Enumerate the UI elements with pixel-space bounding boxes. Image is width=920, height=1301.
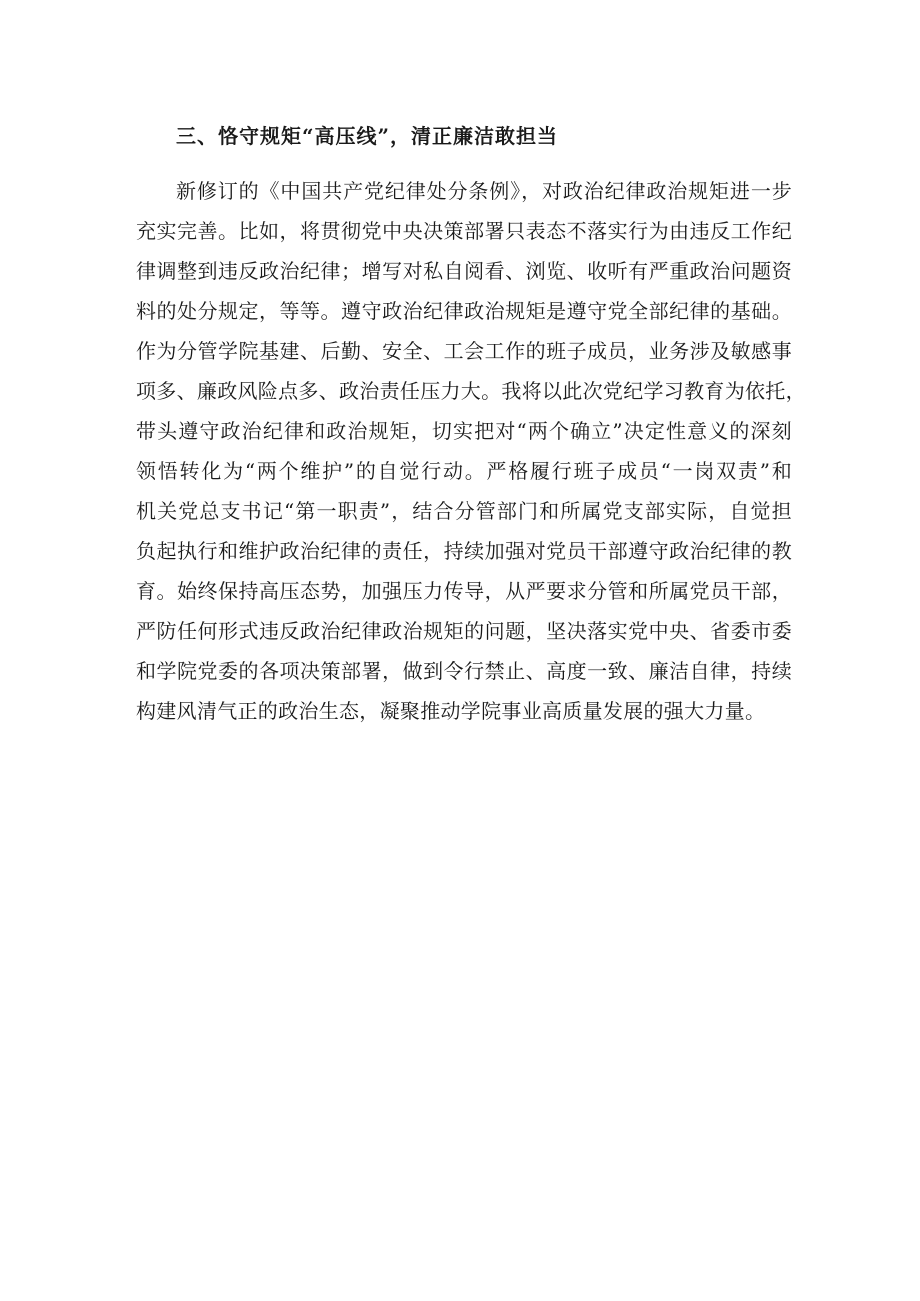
paragraph-line: 项多、廉政风险点多、政治责任压力大。我将以此次党纪学习教育为依托，: [136, 379, 806, 403]
body-paragraph: [136, 171, 806, 731]
paragraph-line: 作为分管学院基建、后勤、安全、工会工作的班子成员，业务涉及敏感事: [136, 339, 792, 363]
paragraph-line: 充实完善。比如，将贯彻党中央决策部署只表态不落实行为由违反工作纪: [136, 219, 792, 243]
section-heading: 三、恪守规矩“高压线”，清正廉洁敢担当: [176, 124, 559, 148]
paragraph-line: 和学院党委的各项决策部署，做到令行禁止、高度一致、廉洁自律，持续: [136, 659, 792, 683]
paragraph-line: 育。始终保持高压态势，加强压力传导，从严要求分管和所属党员干部，: [136, 579, 792, 603]
paragraph-line: 构建风清气正的政治生态，凝聚推动学院事业高质量发展的强大力量。: [136, 699, 766, 723]
paragraph-line: 负起执行和维护政治纪律的责任，持续加强对党员干部遵守政治纪律的教: [136, 539, 792, 563]
paragraph-line: 料的处分规定，等等。遵守政治纪律政治规矩是遵守党全部纪律的基础。: [136, 299, 792, 323]
paragraph-line: 律调整到违反政治纪律；增写对私自阅看、浏览、收听有严重政治问题资: [136, 259, 792, 283]
paragraph-line: 严防任何形式违反政治纪律政治规矩的问题，坚决落实党中央、省委市委: [136, 619, 792, 643]
paragraph-line: 机关党总支书记“第一职责”，结合分管部门和所属党支部实际，自觉担: [136, 499, 792, 523]
paragraph-line: 领悟转化为“两个维护”的自觉行动。严格履行班子成员“一岗双责”和: [136, 459, 792, 483]
paragraph-line: 新修订的《中国共产党纪律处分条例》，对政治纪律政治规矩进一步: [176, 179, 792, 203]
paragraph-line: 带头遵守政治纪律和政治规矩，切实把对“两个确立”决定性意义的深刻: [136, 419, 792, 443]
